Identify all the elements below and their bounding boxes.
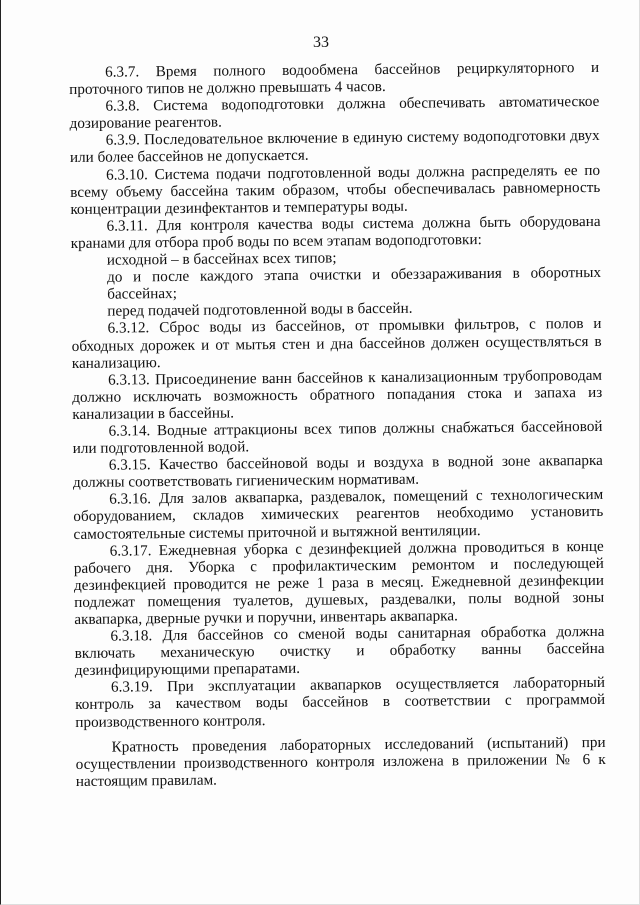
paragraph-6-3-12: 6.3.12. Сброс воды из бассейнов, от промывки фильтров, с полов и обходных дорожек и от мытья стен и дна бассейнов должен осуществляться в канализацию. [71,315,602,372]
paragraph-6-3-10: 6.3.10. Система подачи подготовленной воды должна распределять ее по всему объему бассейна таким образом, чтобы обеспечивалась равномерность концентрации дезинфектантов и температуры воды. [70,161,601,218]
paragraph-6-3-8: 6.3.8. Система водоподготовки должна обеспечивать автоматическое дозирование реагентов. [69,93,600,133]
paragraph-6-3-18: 6.3.18. Для бассейнов со сменой воды санитарная обработка должна включать механическую очистку и обработку ванны бассейна дезинфицирующими препаратами. [74,622,605,680]
paragraph-6-3-11: 6.3.11. Для контроля качества воды система должна быть оборудована кранами для отбора проб воды по всем этапам водоподготовки: [70,212,601,252]
paragraph-6-3-7: 6.3.7. Время полного водообмена бассейнов рециркуляторного и проточного типов не должно превышать 4 часов. [69,58,600,99]
paragraph-6-3-14: 6.3.14. Водные аттракционы всех типов должны снабжаться бассейновой или подготовленной водой. [72,417,603,458]
paragraph-final: Кратность проведения лабораторных исследований (испытаний) при осуществлении производственного контроля изложена в приложении № 6 к настоящим правилам. [75,733,606,790]
page-number: 33 [313,34,329,51]
list-item-source-water: исходной – в бассейнах всех типов; [106,249,337,269]
paragraph-6-3-9: 6.3.9. Последовательное включение в единую систему водоподготовки двух или более бассейнов не допускается. [69,127,600,167]
paragraph-6-3-16: 6.3.16. Для залов аквапарка, раздевалок, помещений с технологическим оборудованием, складов химических реагентов необходимо установить самостоятельные системы приточной и вытяжной вентиляции. [73,486,604,543]
paragraph-6-3-15: 6.3.15. Качество бассейновой воды и воздуха в водной зоне аквапарка должны соответствовать гигиеническим нормативам. [72,452,603,492]
list-item-before-supply: перед подачей подготовленной воды в бассейн. [107,300,413,320]
paragraph-6-3-17: 6.3.17. Ежедневная уборка с дезинфекцией должна проводиться в конце рабочего дня. Уборка с профилактическим ремонтом и последующей дезинфекцией проводится не реже 1 раза в месяц. Ежедневной дезинфекции подлежат помещения туалетов, душевых, раздевалки, полы водной зоны аквапарка, дверные ручки и поручни, инвентарь аквапарка. [73,537,605,628]
paragraph-6-3-19: 6.3.19. При эксплуатации аквапарков осуществляется лабораторный контроль за качеством воды бассейнов в соответствии с программой производственного контроля. [75,674,606,731]
document-body [69,59,606,790]
paragraph-6-3-13: 6.3.13. Присоединение ванн бассейнов к канализационным трубопроводам должно исключать возможность обратного попадания стока и запаха из канализации в бассейны. [72,366,603,423]
list-item-treatment-stages: до и после каждого этапа очистки и обеззараживания в оборотных бассейнах; [106,264,602,303]
